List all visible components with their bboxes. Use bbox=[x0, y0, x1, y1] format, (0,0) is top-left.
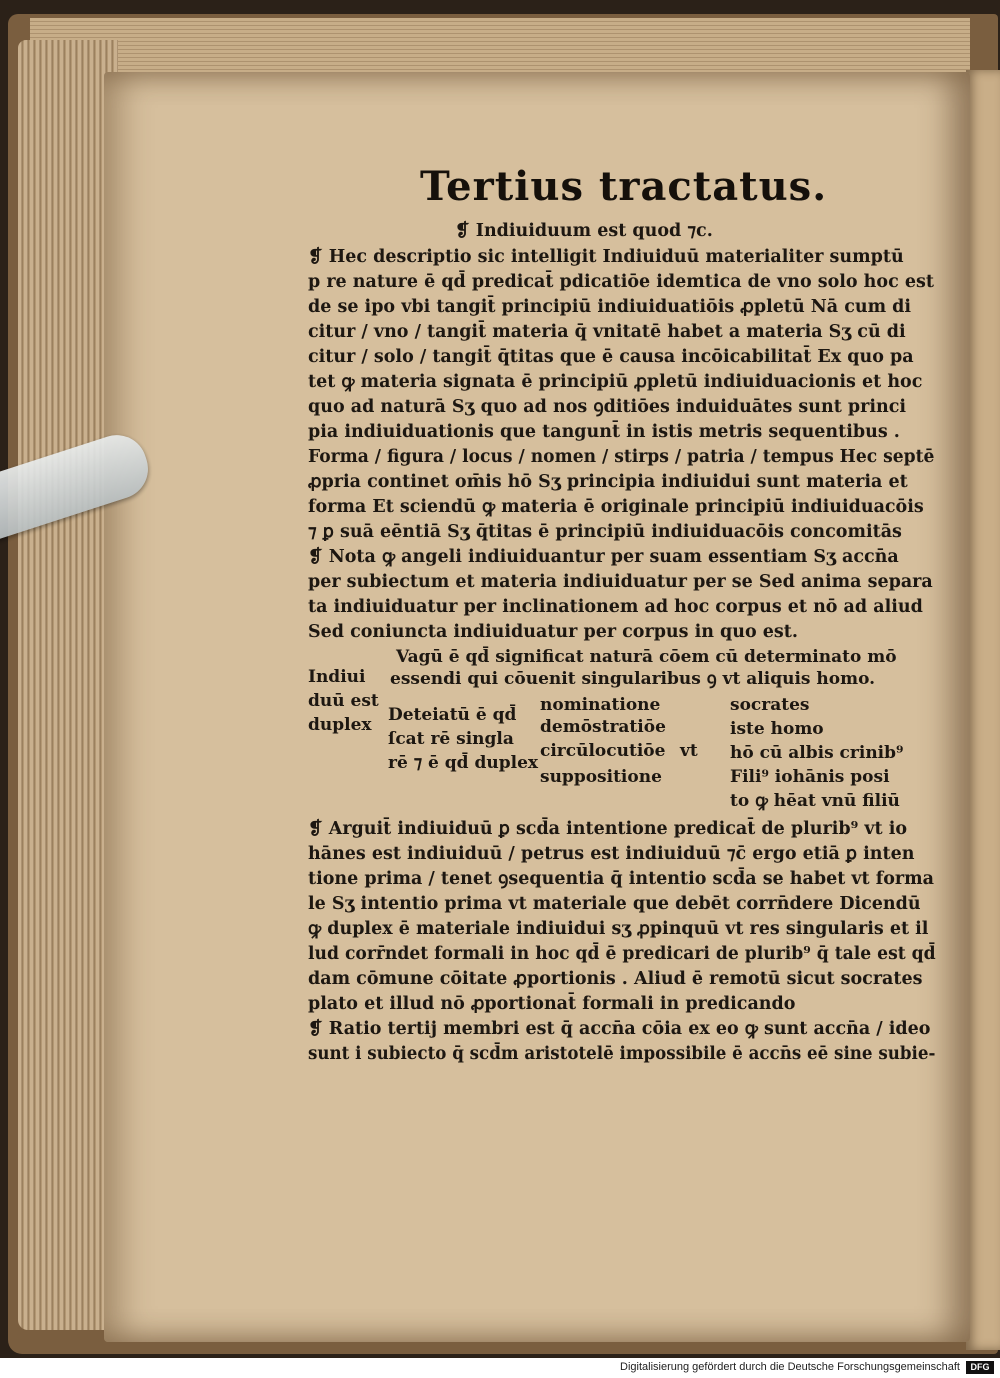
text-line: lud corr̄ndet formali in hoc qd̄ ē predicari de plurib⁹ q̄ tale est qd̄ bbox=[308, 944, 936, 964]
text-line: ta indiuiduatur per inclinationem ad hoc corpus et nō ad aliud bbox=[308, 597, 923, 617]
mode-term: nominatione bbox=[540, 695, 661, 715]
text-line: tet ꝙ materia signata ē principiū ꝓpletū indiuiduacionis et hoc bbox=[308, 372, 923, 392]
text-line: ❡ Ratio tertij membri est q̄ accn̄a cōia ex eo ꝙ sunt accn̄a / ideo bbox=[308, 1019, 931, 1039]
certum-definition: Deteiatū ē qd̄ bbox=[388, 705, 517, 725]
funding-credit: Digitalisierung gefördert durch die Deutsche Forschungsgemeinschaft bbox=[620, 1361, 960, 1373]
vagum-line: essendi qui cōuenit singularibus ꝯ vt aliquis homo. bbox=[390, 669, 876, 689]
text-line: dam cōmune cōitate ꝓportionis . Aliud ē remotū sicut socrates bbox=[308, 969, 923, 989]
text-line: Sed coniuncta indiuiduatur per corpus in quo est. bbox=[308, 622, 798, 642]
vagum-line: Vagū ē qd̄ significat naturā cōem cū determinato mō bbox=[396, 647, 897, 667]
text-line: sunt i subiecto q̄ scd̄m aristotelē impossibile ē accn̄s eē sine subie- bbox=[308, 1044, 936, 1064]
facing-page-edge bbox=[966, 70, 1000, 1350]
page-heading: Tertius tractatus. bbox=[420, 163, 828, 210]
example-term: to ꝙ hēat vnū filiū bbox=[730, 791, 900, 811]
footer-bar bbox=[0, 1358, 1000, 1378]
text-line: ⁊ ꝑ suā eēntiā Sʒ q̄titas ē principiū indiuiduacōis concomitās bbox=[308, 522, 902, 542]
page-fore-edge bbox=[18, 40, 118, 1330]
example-term: hō cū albis crinib⁹ bbox=[730, 743, 904, 763]
text-line: ❡ Hec descriptio sic intelligit Indiuiduū materialiter sumptū bbox=[308, 247, 904, 267]
dfg-logo: DFG bbox=[966, 1361, 994, 1374]
diagram-left-label: duplex bbox=[308, 715, 372, 735]
text-line: tione prima / tenet ꝯsequentia q̄ intentio scd̄a se habet vt forma bbox=[308, 869, 935, 889]
mode-term: suppositione bbox=[540, 767, 662, 787]
text-line: de se ipo vbi tangit̄ principiū indiuiduatiōis ꝓpletū Nā cum di bbox=[308, 297, 912, 317]
text-line: ❡ Arguit̄ indiuiduū ꝑ scd̄a intentione predicat̄ de plurib⁹ vt io bbox=[308, 819, 908, 839]
example-term: Fili⁹ iohānis posi bbox=[730, 767, 890, 787]
diagram-left-label: duū est bbox=[308, 691, 379, 711]
text-line: pia indiuiduationis que tangunt̄ in istis metris sequentibus . bbox=[308, 422, 900, 442]
text-line: ❡ Nota ꝙ angeli indiuiduantur per suam essentiam Sʒ accn̄a bbox=[308, 547, 899, 567]
example-term: socrates bbox=[730, 695, 810, 715]
text-line: plato et illud nō ꝓportionat̄ formali in predicando bbox=[308, 994, 796, 1014]
text-line: Forma / figura / locus / nomen / stirps / patria / tempus Hec septē bbox=[308, 447, 935, 467]
text-line: per subiectum et materia indiuiduatur per se Sed anima separa bbox=[308, 572, 933, 592]
certum-definition: rē ⁊ ē qd̄ duplex bbox=[388, 753, 539, 773]
mode-term: circūlocutiōe bbox=[540, 741, 666, 761]
diagram-left-label: Indiui bbox=[308, 667, 366, 687]
vt-connector: vt bbox=[680, 741, 698, 761]
text-line: le Sʒ intentio prima vt materiale que debēt corrn̄dere Dicendū bbox=[308, 894, 921, 914]
mode-term: demōstratiōe bbox=[540, 717, 666, 737]
text-line: quo ad naturā Sʒ quo ad nos ꝯditiōes induiduātes sunt princi bbox=[308, 397, 907, 417]
certum-definition: ſcat rē singla bbox=[388, 729, 514, 749]
text-line: citur / solo / tangit̄ q̄titas que ē causa incōicabilitat̄ Ex quo pa bbox=[308, 347, 914, 367]
example-term: iste homo bbox=[730, 719, 824, 739]
text-line: citur / vno / tangit̄ materia q̄ vnitatē habet a materia Sʒ cū di bbox=[308, 322, 906, 342]
text-line: ꝙ duplex ē materiale indiuidui sʒ ꝓpinquū vt res singularis et il bbox=[308, 919, 929, 939]
text-line: hānes est indiuiduū / petrus est indiuiduū ⁊c̄ ergo etiā ꝑ inten bbox=[308, 844, 915, 864]
text-line: ꝓpria continet om̄is hō Sʒ principia indiuidui sunt materia et bbox=[308, 472, 908, 492]
text-line: ❡ Indiuiduum est quod ⁊c. bbox=[455, 221, 713, 241]
text-line: p re nature ē qd̄ predicat̄ pdicatiōe idemtica de vno solo hoc est bbox=[308, 272, 934, 292]
text-line: forma Et sciendū ꝙ materia ē originale principiū indiuiduacōis bbox=[308, 497, 924, 517]
